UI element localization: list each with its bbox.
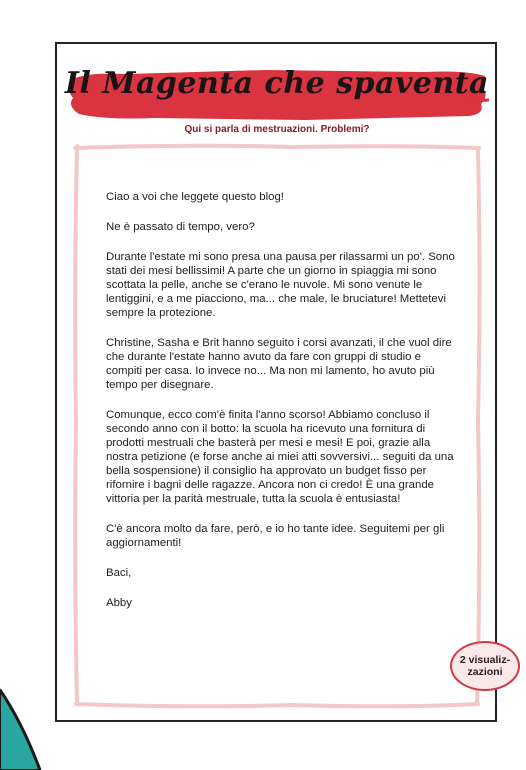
post-body — [106, 190, 456, 626]
post-paragraph: Christine, Sasha e Brit hanno seguito i corsi avanzati, il che vuol dire che durante l'estate hanno avuto da fare con gruppi di studio e compiti per casa. Io invece no... Ma non mi lamento, ho avuto più tempo per disegnare. — [106, 337, 452, 391]
post-paragraph: C'è ancora molto da fare, però, e io ho tante idee. Seguitemi per gli aggiornamenti! — [106, 523, 445, 549]
post-paragraph: Ne è passato di tempo, vero? — [106, 221, 255, 233]
post-paragraph: Durante l'estate mi sono presa una pausa per rilassarmi un po'. Sono stati dei mesi bellissimi! A parte che un giorno in spiaggia mi sono scottata la pelle, anche se c'erano le nuvole. Mi sono venute le lentiggini, e a me piacciono, ma... che male, le bruciature! Mettetevi sempre la protezione. — [106, 251, 455, 319]
blog-title: Il Magenta che spaventa — [64, 66, 490, 101]
blog-subtitle: Qui si parla di mestruazioni. Problemi? — [184, 124, 370, 135]
post-paragraph: Ciao a voi che leggete questo blog! — [106, 191, 284, 203]
post-signature: Abby — [106, 597, 132, 609]
views-count-badge — [450, 641, 520, 691]
post-greeting: Baci, — [106, 567, 132, 579]
post-paragraph: Comunque, ecco com'è finita l'anno scorso! Abbiamo concluso il secondo anno con il botto: la scuola ha ricevuto una fornitura di prodotti mestruali che basterà per mesi e mesi! E poi, grazie alla nostra petizione (e forse anche ai miei atti sovversivi... seguiti da una bella sospensione) il consiglio ha approvato un budget fisso per rifornire i bagni delle ragazze. Ancora non ci credo! È una grande vittoria per la parità mestruale, tutta la scuola è entusiasta! — [106, 409, 454, 505]
views-count-label: 2 visualiz- zazioni — [459, 654, 511, 678]
